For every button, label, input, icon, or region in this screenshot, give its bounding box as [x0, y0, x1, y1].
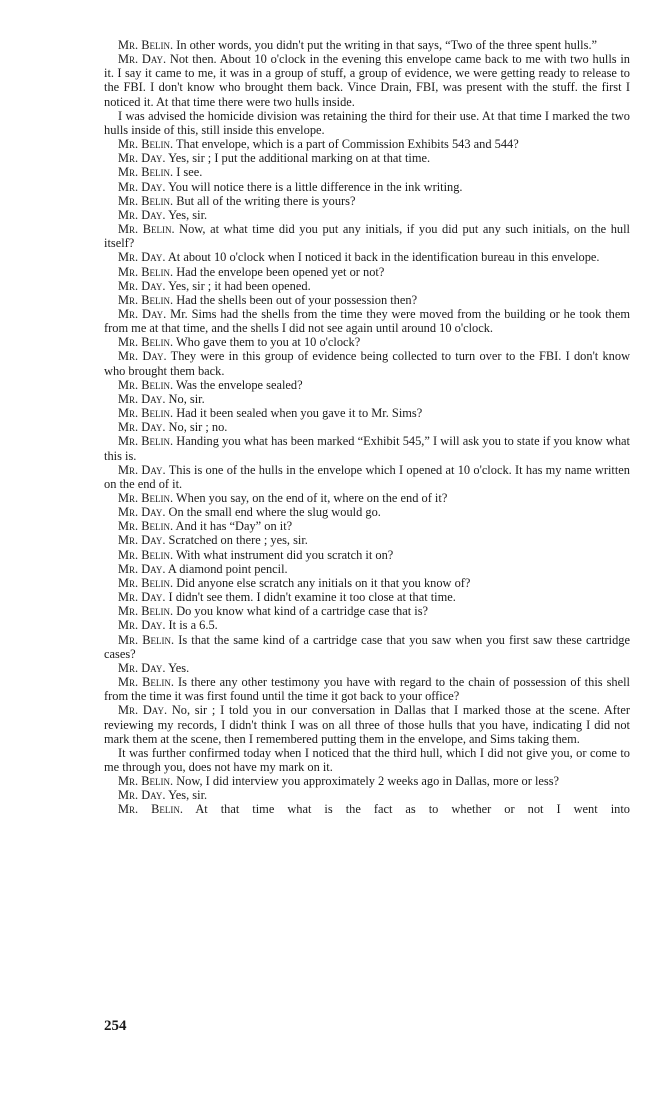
testimony-paragraph: [104, 548, 630, 562]
testimony-paragraph: [104, 633, 630, 661]
testimony-paragraph: [104, 279, 630, 293]
testimony-paragraph: [104, 604, 630, 618]
testimony-text: Yes, sir.: [168, 788, 208, 803]
testimony-text: In other words, you didn't put the writing in that says, “Two of the three spent hulls.”: [176, 38, 598, 52]
testimony-paragraph: [104, 491, 630, 505]
testimony-paragraph: [104, 519, 630, 533]
testimony-text: Now, at what time did you put any initials, if you did put any such initials, on the hull itself?: [104, 222, 630, 251]
speaker-label: Mr. Belin.: [118, 292, 174, 307]
testimony-paragraph: [104, 307, 630, 335]
testimony-paragraph: [104, 788, 630, 802]
testimony-paragraph: [104, 746, 630, 774]
testimony-text: Mr. Sims had the shells from the time they were moved from the building or he took them from me at that time, and the shells I did not see again until around 10 o'clock.: [104, 306, 630, 336]
speaker-label: Mr. Belin.: [118, 377, 174, 392]
testimony-paragraph: [104, 675, 630, 703]
speaker-label: Mr. Day.: [118, 391, 166, 406]
speaker-label: Mr. Belin.: [118, 547, 174, 562]
testimony-paragraph: [104, 194, 630, 208]
speaker-label: Mr. Belin.: [118, 434, 174, 449]
testimony-text: This is one of the hulls in the envelope which I opened at 10 o'clock. It has my name written on the end of it.: [104, 462, 630, 491]
testimony-paragraph: [104, 618, 630, 632]
speaker-label: Mr. Belin.: [118, 165, 174, 180]
testimony-text: At about 10 o'clock when I noticed it back in the identification bureau in this envelope.: [167, 250, 600, 265]
testimony-paragraph: [104, 562, 630, 576]
testimony-text: Do you know what kind of a cartridge case that is?: [176, 604, 429, 619]
testimony-text: Had the shells been out of your possession then?: [176, 292, 418, 307]
speaker-label: Mr. Day.: [118, 278, 166, 293]
speaker-label: Mr. Day.: [118, 703, 168, 718]
testimony-text: But all of the writing there is yours?: [176, 193, 356, 208]
testimony-text: Scratched on there ; yes, sir.: [168, 533, 308, 548]
speaker-label: Mr. Day.: [118, 349, 167, 364]
speaker-label: Mr. Belin.: [118, 491, 174, 505]
testimony-text: No, sir ; I told you in our conversation in Dallas that I marked those at the scene. After reviewing my records, I didn't think I was on all three of those hulls that you have, indicating I did not mark them at the scene, then I remembered putting them in the envelope, and Sims taking them.: [104, 703, 630, 746]
testimony-paragraph: [104, 802, 630, 816]
speaker-label: Mr. Day.: [118, 420, 166, 435]
testimony-text: On the small end where the slug would go.: [168, 505, 381, 520]
testimony-text: That envelope, which is a part of Commission Exhibits 543 and 544?: [175, 137, 519, 152]
testimony-text: Not then. About 10 o'clock in the evening this envelope came back to me with two hulls in it. I say it came to me, it was in a group of stuff, a group of evidence, we were getting ready to release to the FBI. I don't know who brought them back. Vince Drain, FBI, was present with the stuff. the first I noticed it. At that time there were two hulls inside.: [104, 52, 630, 109]
testimony-paragraph: [104, 590, 630, 604]
testimony-paragraph: [104, 208, 630, 222]
speaker-label: Mr. Day.: [118, 561, 166, 576]
speaker-label: Mr. Belin.: [118, 222, 175, 237]
testimony-paragraph: [104, 661, 630, 675]
speaker-label: Mr. Belin.: [118, 774, 174, 789]
testimony-paragraph: [104, 434, 630, 462]
testimony-text: Did anyone else scratch any initials on it that you know of?: [176, 575, 471, 590]
testimony-text: No, sir.: [168, 391, 205, 406]
testimony-text: Was the envelope sealed?: [175, 377, 303, 392]
testimony-paragraph: [104, 137, 630, 151]
testimony-text: I was advised the homicide division was retaining the third for their use. At that time I marked the two hulls inside of this, still inside this envelope.: [104, 108, 630, 137]
testimony-text: Yes, sir ; I put the additional marking on at that time.: [168, 151, 431, 166]
testimony-text: I didn't see them. I didn't examine it too close at that time.: [168, 590, 456, 605]
testimony-paragraph: [104, 463, 630, 491]
testimony-text: Handing you what has been marked “Exhibit 545,” I will ask you to state if you know what this is.: [104, 434, 630, 463]
speaker-label: Mr. Belin.: [118, 675, 174, 690]
speaker-label: Mr. Day.: [118, 505, 166, 520]
speaker-label: Mr. Belin.: [118, 632, 175, 647]
testimony-text: You will notice there is a little difference in the ink writing.: [168, 179, 463, 194]
speaker-label: Mr. Day.: [118, 533, 166, 548]
testimony-text: When you say, on the end of it, where on the end of it?: [175, 491, 448, 505]
testimony-text: It was further confirmed today when I noticed that the third hull, which I did not give you, or come to me through you, does not have my mark on it.: [104, 745, 630, 774]
testimony-paragraph: [104, 293, 630, 307]
speaker-label: Mr. Day.: [118, 660, 166, 675]
testimony-paragraph: [104, 38, 630, 52]
testimony-text: At that time what is the fact as to whether or not I went into: [195, 802, 630, 817]
speaker-label: Mr. Day.: [118, 590, 166, 605]
testimony-paragraph: [104, 576, 630, 590]
testimony-paragraph: [104, 703, 630, 745]
page-number: 254: [104, 1018, 127, 1034]
testimony-paragraph: [104, 222, 630, 250]
speaker-label: Mr. Day.: [118, 618, 166, 633]
testimony-paragraph: [104, 392, 630, 406]
testimony-text: They were in this group of evidence being collected to turn over to the FBI. I don't know who brought them back.: [104, 349, 631, 378]
testimony-paragraph: [104, 335, 630, 349]
speaker-label: Mr. Day.: [118, 151, 166, 166]
speaker-label: Mr. Day.: [118, 179, 166, 194]
speaker-label: Mr. Belin.: [118, 604, 174, 619]
testimony-paragraph: [104, 151, 630, 165]
speaker-label: Mr. Belin.: [118, 575, 174, 590]
testimony-paragraph: [104, 406, 630, 420]
testimony-text: Yes, sir ; it had been opened.: [168, 278, 311, 293]
testimony-text: Is that the same kind of a cartridge case that you saw when you first saw these cartridge cases?: [104, 632, 630, 661]
testimony-paragraph: [104, 533, 630, 547]
speaker-label: Mr. Belin.: [118, 137, 174, 152]
testimony-paragraph: [104, 109, 630, 137]
testimony-text: Is there any other testimony you have with regard to the chain of possession of this shell from the time it was first found until the time it got back to your office?: [104, 675, 630, 704]
speaker-label: Mr. Day.: [118, 788, 166, 803]
testimony-text: Yes, sir.: [168, 207, 208, 222]
testimony-text: With what instrument did you scratch it on?: [175, 547, 394, 562]
speaker-label: Mr. Belin.: [118, 264, 174, 279]
testimony-paragraph: [104, 165, 630, 179]
testimony-text: Now, I did interview you approximately 2 weeks ago in Dallas, more or less?: [176, 774, 560, 789]
testimony-text: Who gave them to you at 10 o'clock?: [175, 335, 361, 350]
testimony-paragraph: [104, 250, 630, 264]
testimony-paragraph: [104, 265, 630, 279]
speaker-label: Mr. Day.: [118, 207, 166, 222]
testimony-text: Had the envelope been opened yet or not?: [176, 264, 385, 279]
transcript-body: [104, 38, 630, 817]
testimony-paragraph: [104, 180, 630, 194]
testimony-paragraph: [104, 52, 630, 109]
testimony-text: Had it been sealed when you gave it to Mr. Sims?: [176, 406, 423, 421]
speaker-label: Mr. Belin.: [118, 406, 174, 421]
speaker-label: Mr. Day.: [118, 462, 166, 477]
testimony-paragraph: [104, 378, 630, 392]
testimony-paragraph: [104, 774, 630, 788]
testimony-text: No, sir ; no.: [168, 420, 228, 435]
speaker-label: Mr. Day.: [118, 52, 167, 67]
testimony-paragraph: [104, 349, 630, 377]
testimony-text: Yes.: [168, 660, 190, 675]
testimony-text: A diamond point pencil.: [167, 561, 288, 576]
speaker-label: Mr. Belin.: [118, 38, 174, 52]
speaker-label: Mr. Day.: [118, 306, 167, 321]
speaker-label: Mr. Belin.: [118, 335, 174, 350]
testimony-paragraph: [104, 420, 630, 434]
speaker-label: Mr. Day.: [118, 250, 166, 265]
testimony-text: I see.: [176, 165, 203, 180]
speaker-label: Mr. Belin.: [118, 802, 183, 817]
speaker-label: Mr. Belin.: [118, 193, 174, 208]
testimony-paragraph: [104, 505, 630, 519]
testimony-text: And it has “Day” on it?: [175, 519, 293, 534]
testimony-text: It is a 6.5.: [168, 618, 218, 633]
speaker-label: Mr. Belin.: [118, 519, 174, 534]
